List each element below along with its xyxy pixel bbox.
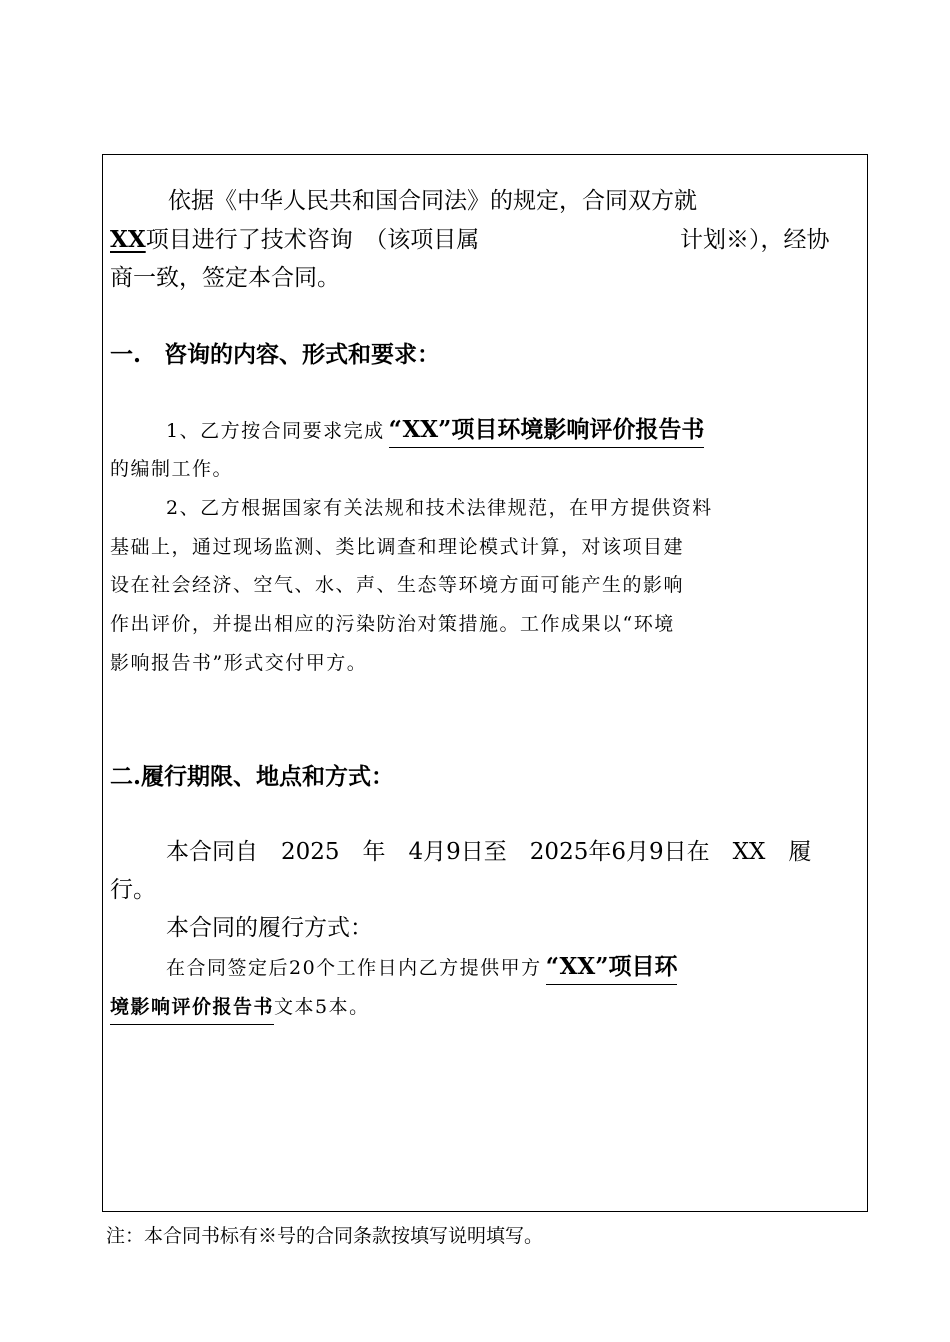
section2-heading: 二.履行期限、地点和方式： bbox=[110, 763, 395, 790]
item1-prefix: 1、乙方按合同要求完成 bbox=[166, 420, 385, 442]
period-line-1: 本合同自 2025 年 4月9日至 2025年6月9日在 XX 履 bbox=[166, 839, 812, 865]
method-line-2 bbox=[110, 991, 370, 1025]
method-line-1 bbox=[166, 952, 677, 985]
section1-item2-line-5: 影响报告书”形式交付甲方。 bbox=[110, 652, 368, 674]
project-name: XX bbox=[110, 226, 146, 253]
intro-line-2 bbox=[110, 225, 862, 255]
section1-item2-line-2: 基础上，通过现场监测、类比调查和理论模式计算，对该项目建 bbox=[110, 536, 685, 558]
method-report-name-2: 境影响评价报告书 bbox=[110, 992, 274, 1025]
section1-item2-line-4: 作出评价，并提出相应的污染防治对策措施。工作成果以“环境 bbox=[110, 613, 675, 635]
section1-heading: 一. 咨询的内容、形式和要求： bbox=[110, 341, 441, 368]
footnote: 注：本合同书标有※号的合同条款按填写说明填写。 bbox=[106, 1225, 544, 1247]
section1-item2-line-3: 设在社会经济、空气、水、声、生态等环境方面可能产生的影响 bbox=[110, 574, 685, 596]
intro-line-1: 依据《中华人民共和国合同法》的规定，合同双方就 bbox=[168, 188, 697, 214]
method-report-name-1: “XX”项目环 bbox=[546, 952, 678, 985]
section1-item1-suffix: 的编制工作。 bbox=[110, 458, 234, 480]
intro-line-2b: 计划※），经协 bbox=[680, 227, 830, 253]
method-suffix: 文本5本。 bbox=[274, 996, 370, 1018]
section1-item2-line-1: 2、乙方根据国家有关法规和技术法律规范，在甲方提供资料 bbox=[166, 497, 713, 519]
intro-line-3: 商一致，签定本合同。 bbox=[110, 265, 340, 291]
intro-line-2a: 项目进行了技术咨询 （该项目属 bbox=[145, 227, 480, 253]
method-label: 本合同的履行方式： bbox=[166, 915, 373, 941]
contract-frame bbox=[102, 154, 868, 1212]
period-line-2: 行。 bbox=[110, 877, 156, 903]
item1-report-name: “XX”项目环境影响评价报告书 bbox=[389, 415, 705, 448]
method-prefix: 在合同签定后20个工作日内乙方提供甲方 bbox=[166, 957, 542, 979]
section1-item1 bbox=[166, 415, 704, 448]
